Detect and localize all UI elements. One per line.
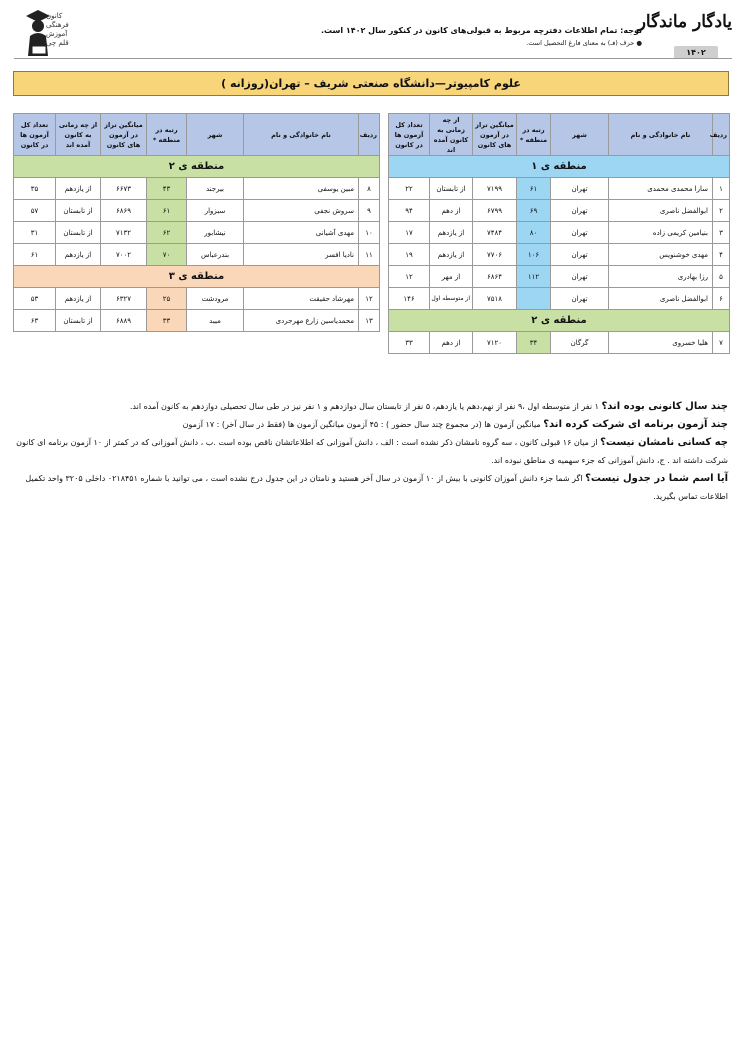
region-rank: ۱۱۲: [517, 266, 551, 288]
exam-count: ۵۷: [14, 200, 56, 222]
city: نیشابور: [187, 222, 244, 244]
exam-count: ۶۳: [14, 310, 56, 332]
exam-count: ۱۴۶: [389, 288, 430, 310]
join-time: از تابستان: [430, 178, 473, 200]
table-row: [14, 200, 380, 222]
row-number: ۱۲: [359, 288, 380, 310]
avg-score: ۷۵۱۸: [473, 288, 517, 310]
join-time: از دهم: [430, 332, 473, 354]
city: تهران: [551, 288, 609, 310]
brand-year-badge: ۱۴۰۲: [674, 46, 718, 59]
table-row: [14, 244, 380, 266]
student-name: ابوالفضل ناصری: [609, 200, 713, 222]
row-number: ۹: [359, 200, 380, 222]
table-row: [389, 332, 730, 354]
region-row: [389, 156, 730, 178]
student-name: محمدیاسین زارع مهرجردی: [244, 310, 359, 332]
join-time: از یازدهم: [56, 178, 101, 200]
row-number: ۴: [713, 244, 730, 266]
avg-score: ۶۸۶۴: [473, 266, 517, 288]
note-answer: میانگین آزمون ها (در مجموع چند سال حضور ) : ۴۵ آزمون میانگین آزمون ها (فقط در سال آخر) : ۱۷ آزمون: [182, 420, 544, 429]
avg-score: ۷۱۲۰: [473, 332, 517, 354]
row-number: ۳: [713, 222, 730, 244]
row-number: ۲: [713, 200, 730, 222]
col-header: از چه زمانی به کانون آمده اند: [56, 114, 101, 156]
col-header: میانگین تراز در آزمون های کانون: [473, 114, 517, 156]
note-answer: ۱ نفر از متوسطه اول ،۹ نفر از نهم،دهم یا یازدهم، ۵ نفر از تابستان سال دوازدهم و ۱ نفر نیز در طی سال تحصیلی دوازدهم به کانون آمده اند.: [129, 402, 602, 411]
city: تهران: [551, 244, 609, 266]
avg-score: ۶۸۶۹: [101, 200, 147, 222]
note-question: چه کسانی نامشان نیست؟: [600, 437, 728, 448]
notice-text: توجه: تمام اطلاعات دفترچه مربوط به قبولی‌های کانون در کنکور سال ۱۴۰۲ است.: [320, 26, 642, 35]
table-row: [389, 244, 730, 266]
join-time: از تابستان: [56, 222, 101, 244]
avg-score: ۶۸۸۹: [101, 310, 147, 332]
join-time: از یازدهم: [430, 222, 473, 244]
logo-caption: [46, 12, 82, 48]
join-time: از مهر: [430, 266, 473, 288]
col-header: ردیف: [713, 114, 730, 156]
avg-score: ۷۱۹۹: [473, 178, 517, 200]
row-number: ۱۳: [359, 310, 380, 332]
avg-score: ۷۴۸۴: [473, 222, 517, 244]
page-header: [14, 6, 732, 58]
student-name: ابوالفضل ناصری: [609, 288, 713, 310]
region-rank: ۸۰: [517, 222, 551, 244]
city: سبزوار: [187, 200, 244, 222]
city: میبد: [187, 310, 244, 332]
city: گرگان: [551, 332, 609, 354]
exam-count: ۱۲: [389, 266, 430, 288]
page-title: علوم کامپیوتر—دانشگاه صنعتی شریف – تهران(روزانه ): [13, 71, 729, 96]
avg-score: ۶۶۷۳: [101, 178, 147, 200]
student-name: بنیامین کریمی زاده: [609, 222, 713, 244]
notice-subtext: ● حرف (فـ) به معنای فارغ التحصیل است.: [526, 39, 642, 47]
col-header: شهر: [187, 114, 244, 156]
region-rank: ۶۱: [517, 178, 551, 200]
table-row: [14, 310, 380, 332]
city: بندرعباس: [187, 244, 244, 266]
city: بیرجند: [187, 178, 244, 200]
avg-score: ۶۷۹۹: [473, 200, 517, 222]
student-name: مهرشاد حقیقت: [244, 288, 359, 310]
join-time: از یازدهم: [56, 288, 101, 310]
col-header: تعداد کل آزمون ها در کانون: [14, 114, 56, 156]
results-table-left: [13, 113, 380, 332]
col-header: رتبه در منطقه *: [147, 114, 187, 156]
note-answer: از میان ۱۶ قبولی کانون ، سه گروه نامشان ذکر نشده است : الف ، دانش آموزانی که اطلاعاتشان ناقص بوده است .ب ، دانش آموزانی که در کمتر از ۱۰ آزمون برنامه ای کانون شرکت داشته اند . ج، دانش آموزانی که جزء سهمیه ی مناطق نبوده اند.: [16, 438, 728, 465]
exam-count: ۲۲: [389, 178, 430, 200]
table-row: [389, 288, 730, 310]
avg-score: ۷۷۰۶: [473, 244, 517, 266]
exam-count: ۳۳: [389, 332, 430, 354]
region-rank: ۱۰۶: [517, 244, 551, 266]
student-name: مهدی خوشنویس: [609, 244, 713, 266]
student-name: سارا محمدی محمدی: [609, 178, 713, 200]
col-header: میانگین تراز در آزمون های کانون: [101, 114, 147, 156]
join-time: از تابستان: [56, 310, 101, 332]
avg-score: ۷۱۳۲: [101, 222, 147, 244]
region-rank: ۶۲: [147, 222, 187, 244]
exam-count: ۵۳: [14, 288, 56, 310]
avg-score: ۷۰۰۲: [101, 244, 147, 266]
logo-line: قلم چی: [46, 39, 69, 47]
student-name: مبین یوسفی: [244, 178, 359, 200]
note-question: چند آزمون برنامه ای شرکت کرده اند؟: [543, 419, 728, 430]
city: تهران: [551, 200, 609, 222]
region-rank: ۷۰: [147, 244, 187, 266]
student-name: رزا بهادری: [609, 266, 713, 288]
notes-section: [16, 398, 728, 506]
col-header: ردیف: [359, 114, 380, 156]
row-number: ۱۱: [359, 244, 380, 266]
region-row: [14, 266, 380, 288]
table-row: [14, 288, 380, 310]
city: تهران: [551, 222, 609, 244]
join-time: از یازدهم: [430, 244, 473, 266]
table-header-row: [389, 114, 730, 156]
row-number: ۷: [713, 332, 730, 354]
results-table-right: [388, 113, 730, 354]
region-rank: ۴۳: [147, 178, 187, 200]
city: تهران: [551, 178, 609, 200]
col-header: رتبه در منطقه *: [517, 114, 551, 156]
region-label: منطقه ی ۲: [389, 310, 730, 332]
logo-line: آموزش: [46, 30, 68, 38]
table-row: [389, 178, 730, 200]
region-label: منطقه ی ۲: [14, 156, 380, 178]
note-paragraph: [16, 434, 728, 470]
row-number: ۱۰: [359, 222, 380, 244]
city: مرودشت: [187, 288, 244, 310]
region-rank: ۳۴: [517, 332, 551, 354]
region-label: منطقه ی ۱: [389, 156, 730, 178]
row-number: ۸: [359, 178, 380, 200]
logo-line: فرهنگی: [46, 21, 69, 29]
student-name: نادیا افسر: [244, 244, 359, 266]
table-row: [389, 266, 730, 288]
row-number: ۶: [713, 288, 730, 310]
student-name: سروش نجفی: [244, 200, 359, 222]
table-row: [14, 178, 380, 200]
row-number: ۱: [713, 178, 730, 200]
header-divider: [14, 58, 732, 59]
avg-score: ۶۳۲۷: [101, 288, 147, 310]
table-row: [389, 222, 730, 244]
exam-count: ۱۷: [389, 222, 430, 244]
col-header: نام خانوادگی و نام: [244, 114, 359, 156]
note-question: چند سال کانونی بوده اند؟: [601, 401, 728, 412]
exam-count: ۶۱: [14, 244, 56, 266]
join-time: از متوسطه اول: [430, 288, 473, 310]
note-answer: اگر شما جزء دانش آموزان کانونی با بیش از ۱۰ آزمون در سال آخر هستید و نامتان در این جدول درج نشده است ، می توانید با شماره ۰۲۱۸۴۵۱ داخلی ۳۲۰۵ واحد تکمیل اطلاعات تماس بگیرید.: [25, 474, 728, 501]
join-time: از یازدهم: [56, 244, 101, 266]
col-header: شهر: [551, 114, 609, 156]
student-name: مهدی آشیانی: [244, 222, 359, 244]
note-question: آیا اسم شما در جدول نیست؟: [585, 473, 728, 484]
note-paragraph: [16, 398, 728, 416]
table-row: [389, 200, 730, 222]
note-paragraph: [16, 470, 728, 506]
region-rank: [517, 288, 551, 310]
join-time: از تابستان: [56, 200, 101, 222]
region-label: منطقه ی ۳: [14, 266, 380, 288]
region-rank: ۶۹: [517, 200, 551, 222]
join-time: از دهم: [430, 200, 473, 222]
region-rank: ۳۳: [147, 310, 187, 332]
exam-count: ۱۹: [389, 244, 430, 266]
city: تهران: [551, 266, 609, 288]
note-paragraph: [16, 416, 728, 434]
col-header: تعداد کل آزمون ها در کانون: [389, 114, 430, 156]
exam-count: ۹۴: [389, 200, 430, 222]
col-header: از چه زمانی به کانون آمده اند: [430, 114, 473, 156]
brand-title: یادگار ماندگار: [637, 12, 732, 32]
exam-count: ۳۱: [14, 222, 56, 244]
region-row: [389, 310, 730, 332]
student-name: هلیا خسروی: [609, 332, 713, 354]
logo-line: کانون: [46, 12, 63, 20]
table-row: [14, 222, 380, 244]
region-row: [14, 156, 380, 178]
table-header-row: [14, 114, 380, 156]
row-number: ۵: [713, 266, 730, 288]
region-rank: ۲۵: [147, 288, 187, 310]
region-rank: ۶۱: [147, 200, 187, 222]
col-header: نام خانوادگی و نام: [609, 114, 713, 156]
exam-count: ۳۵: [14, 178, 56, 200]
